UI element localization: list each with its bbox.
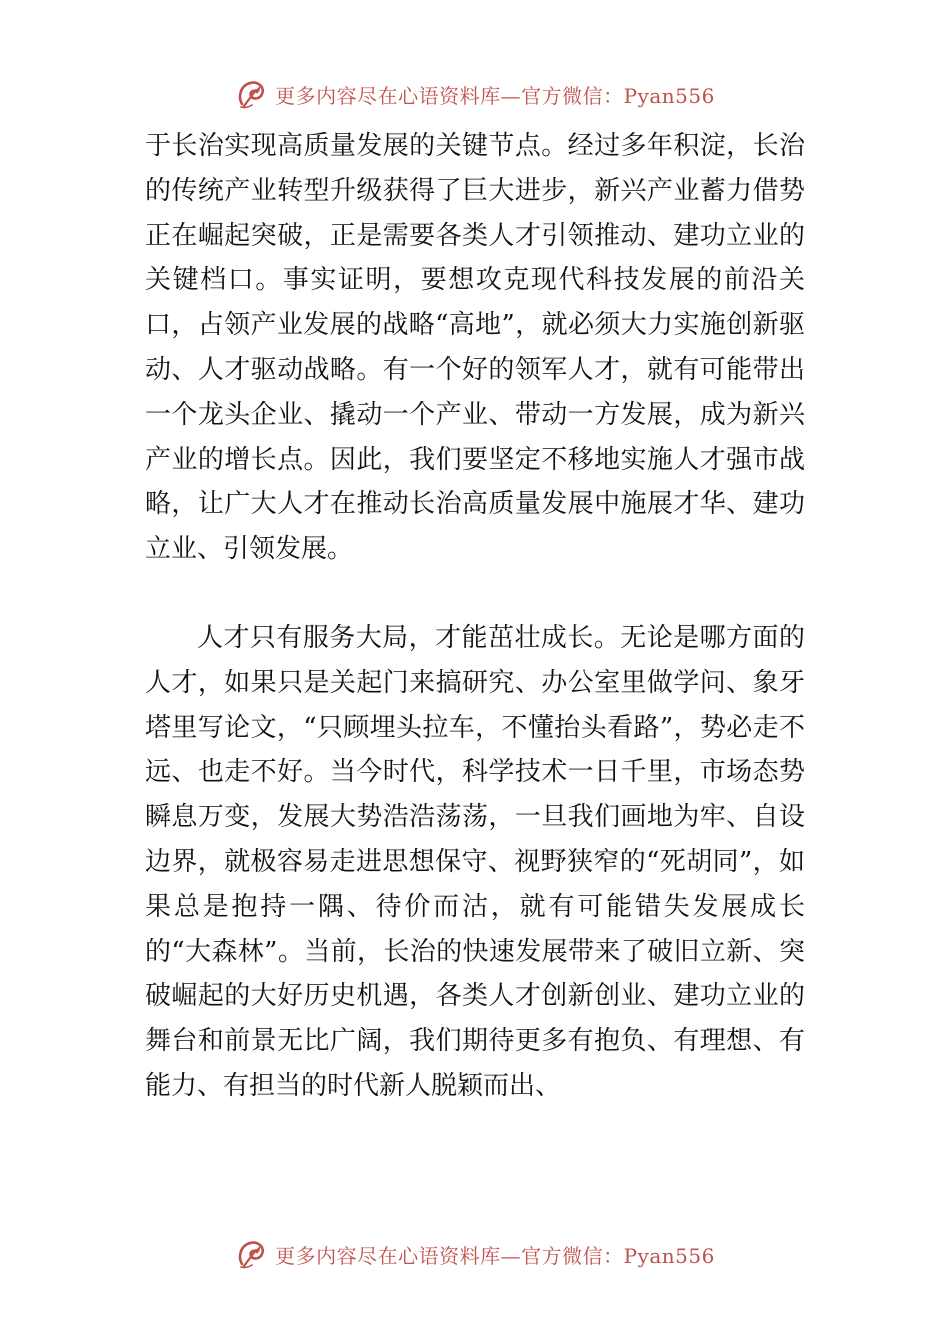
quill-swirl-logo-icon bbox=[235, 77, 269, 111]
paragraph: 于长治实现高质量发展的关键节点。经过多年积淀，长治的传统产业转型升级获得了巨大进步，新兴产业蓄力借势正在崛起突破，正是需要各类人才引领推动、建功立业的关键档口。事实证明，要想攻克现代科技发展的前沿关口，占领产业发展的战略“高地”，就必须大力实施创新驱动、人才驱动战略。有一个好的领军人才，就有可能带出一个龙头企业、撬动一个产业、带动一方发展，成为新兴产业的增长点。因此，我们要坚定不移地实施人才强市战略，让广大人才在推动长治高质量发展中施展才华、建功立业、引领发展。 bbox=[145, 131, 805, 565]
paragraph: 人才只有服务大局，才能茁壮成长。无论是哪方面的人才，如果只是关起门来搞研究、办公室里做学问、象牙塔里写论文，“只顾埋头拉车，不懂抬头看路”，势必走不远、也走不好。当今时代，科学技术一日千里，市场态势瞬息万变，发展大势浩浩荡荡，一旦我们画地为牢、自设边界，就极容易走进思想保守、视野狭窄的“死胡同”，如果总是抱持一隅、待价而沽，就有可能错失发展成长的“大森林”。当前，长治的快速发展带来了破旧立新、突破崛起的大好历史机遇，各类人才创新创业、建功立业的舞台和前景无比广阔，我们期待更多有抱负、有理想、有能力、有担当的时代新人脱颖而出、 bbox=[145, 622, 805, 1101]
footer-watermark bbox=[0, 1232, 950, 1276]
watermark-text: 更多内容尽在心语资料库—官方微信：Pyan556 bbox=[275, 1243, 715, 1268]
quill-swirl-logo-icon bbox=[235, 1237, 269, 1271]
watermark-text: 更多内容尽在心语资料库—官方微信：Pyan556 bbox=[275, 83, 715, 108]
header-watermark bbox=[0, 72, 950, 116]
document-body bbox=[145, 124, 805, 1109]
